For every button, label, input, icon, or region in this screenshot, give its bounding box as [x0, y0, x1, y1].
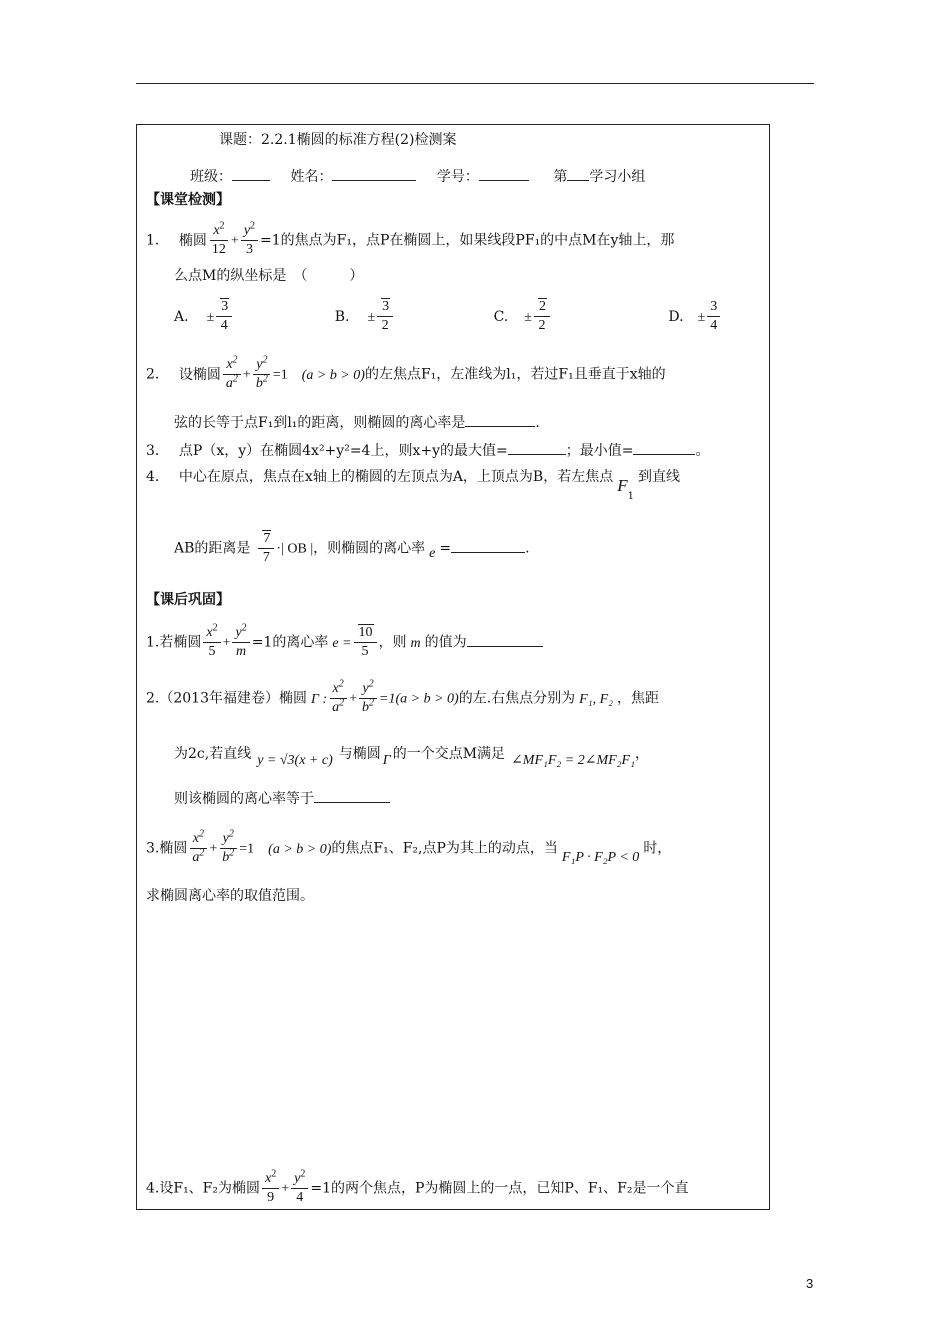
option-d[interactable]: D. ± $\frac{3}{4}$: [668, 309, 722, 325]
class-label: 班级：: [190, 169, 232, 185]
option-a[interactable]: A. ± $\frac{3}{4}$: [174, 309, 234, 325]
student-info-row: [190, 166, 645, 187]
group-blank: [567, 166, 589, 181]
option-b[interactable]: B. ± $\frac{3}{2}$: [335, 309, 395, 325]
s2-question-3: 3.椭圆 $\frac{x^2}{a^2}$ + $\frac{y^2}{b^2}$ =1 (a > b > 0)的焦点F₁、F₂,点P为其上的动点，当F₁P · F₂P < 0时，: [146, 828, 672, 865]
content-frame: [136, 124, 770, 1210]
id-label: 学号：: [436, 169, 479, 185]
min-blank[interactable]: [633, 440, 695, 455]
s2-question-1: 1.若椭圆 $\frac{x^2}{5}$ + $\frac{y^2}{m}$ =1的离心率 e = $\frac{10}{5}$ ，则 m 的值为: [146, 624, 543, 661]
question-number: 1．: [146, 232, 169, 249]
eccentricity-blank[interactable]: [451, 538, 525, 553]
s1-question-2: 2． 设椭圆 $\frac{x^2}{a^2}$ + $\frac{y^2}{b^2}$ =1 (a > b > 0)的左焦点F₁，左准线为l₁，若过F₁且垂直于x轴的: [146, 354, 666, 391]
eccentricity-answer-blank[interactable]: [314, 788, 390, 803]
group-label: 第: [553, 169, 568, 185]
s2-q3-line2: 求椭圆离心率的取值范围。: [146, 888, 314, 904]
s2-q2-line2: 为2c,若直线 y = √3(x + c) 与椭圆 Γ 的一个交点M满足 ∠MF₁F₂ = 2∠MF₂F₁，: [174, 746, 649, 768]
group-suffix: 学习小组: [589, 169, 646, 185]
s1-q2-line2: 弦的长等于点F₁到l₁的距离，则椭圆的离心率是 .: [174, 412, 540, 433]
s1-question-3: 3． 点P（x，y）在椭圆4x²+y²=4上，则x+y的最大值= ；最小值= 。: [146, 440, 709, 461]
s2-q2-line3: 则该椭圆的离心率等于: [174, 788, 390, 809]
s2-question-2: 2.（2013年福建卷）椭圆 Γ : $\frac{x^2}{a^2}$ + $\frac{y^2}{b^2}$ =1(a > b > 0)的左.右焦点分别为 F₁, F₂ ，焦距: [146, 678, 660, 715]
class-blank: [232, 166, 270, 181]
s1-question-4: 4． 中心在原点，焦点在x轴上的椭圆的左顶点为A，上顶点为B，若左焦点 $F_1$到直线: [146, 469, 680, 502]
header-rule: [136, 83, 814, 84]
question-text: =1的焦点为F₁，点P在椭圆上，如果线段PF₁的中点M在y轴上，那: [260, 232, 675, 249]
s1-question-1: 1． 椭圆 $\frac{x^2}{12}$ + $\frac{y^2}{3}$ =1的焦点为F₁，点P在椭圆上，如果线段PF₁的中点M在y轴上，那: [146, 220, 675, 257]
name-label: 姓名：: [290, 169, 333, 185]
question-prefix: 椭圆: [178, 232, 207, 249]
lesson-title: 课题：2.2.1椭圆的标准方程(2)检测案: [219, 132, 457, 148]
id-blank: [479, 166, 529, 181]
max-blank[interactable]: [508, 440, 566, 455]
option-c[interactable]: C. ± $\frac{2}{2}$: [494, 309, 552, 325]
fraction-x2-12: $\frac{x^2}{12}$: [211, 220, 226, 257]
section-homework-title: 【课后巩固】: [146, 592, 230, 608]
section-classroom-title: 【课堂检测】: [146, 192, 230, 208]
answer-blank[interactable]: [465, 412, 535, 427]
s1-q4-line2: AB的距离是 $\frac{7}{7}$ ·| OB |，则椭圆的离心率 e = .: [174, 531, 530, 565]
s1-q1-line2: 么点M的纵坐标是 （ ）: [174, 268, 364, 284]
name-blank: [332, 166, 416, 181]
m-value-blank[interactable]: [467, 632, 543, 647]
s2-question-4: 4.设F₁、F₂为椭圆 $\frac{x^2}{9}$ + $\frac{y^2}{4}$ =1的两个焦点，P为椭圆上的一点，已知P、F₁、F₂是一个直: [146, 1168, 689, 1205]
page-number: 3: [806, 1276, 814, 1291]
s1-q1-options: [174, 298, 722, 335]
fraction-y2-3: $\frac{y^2}{3}$: [241, 222, 258, 259]
